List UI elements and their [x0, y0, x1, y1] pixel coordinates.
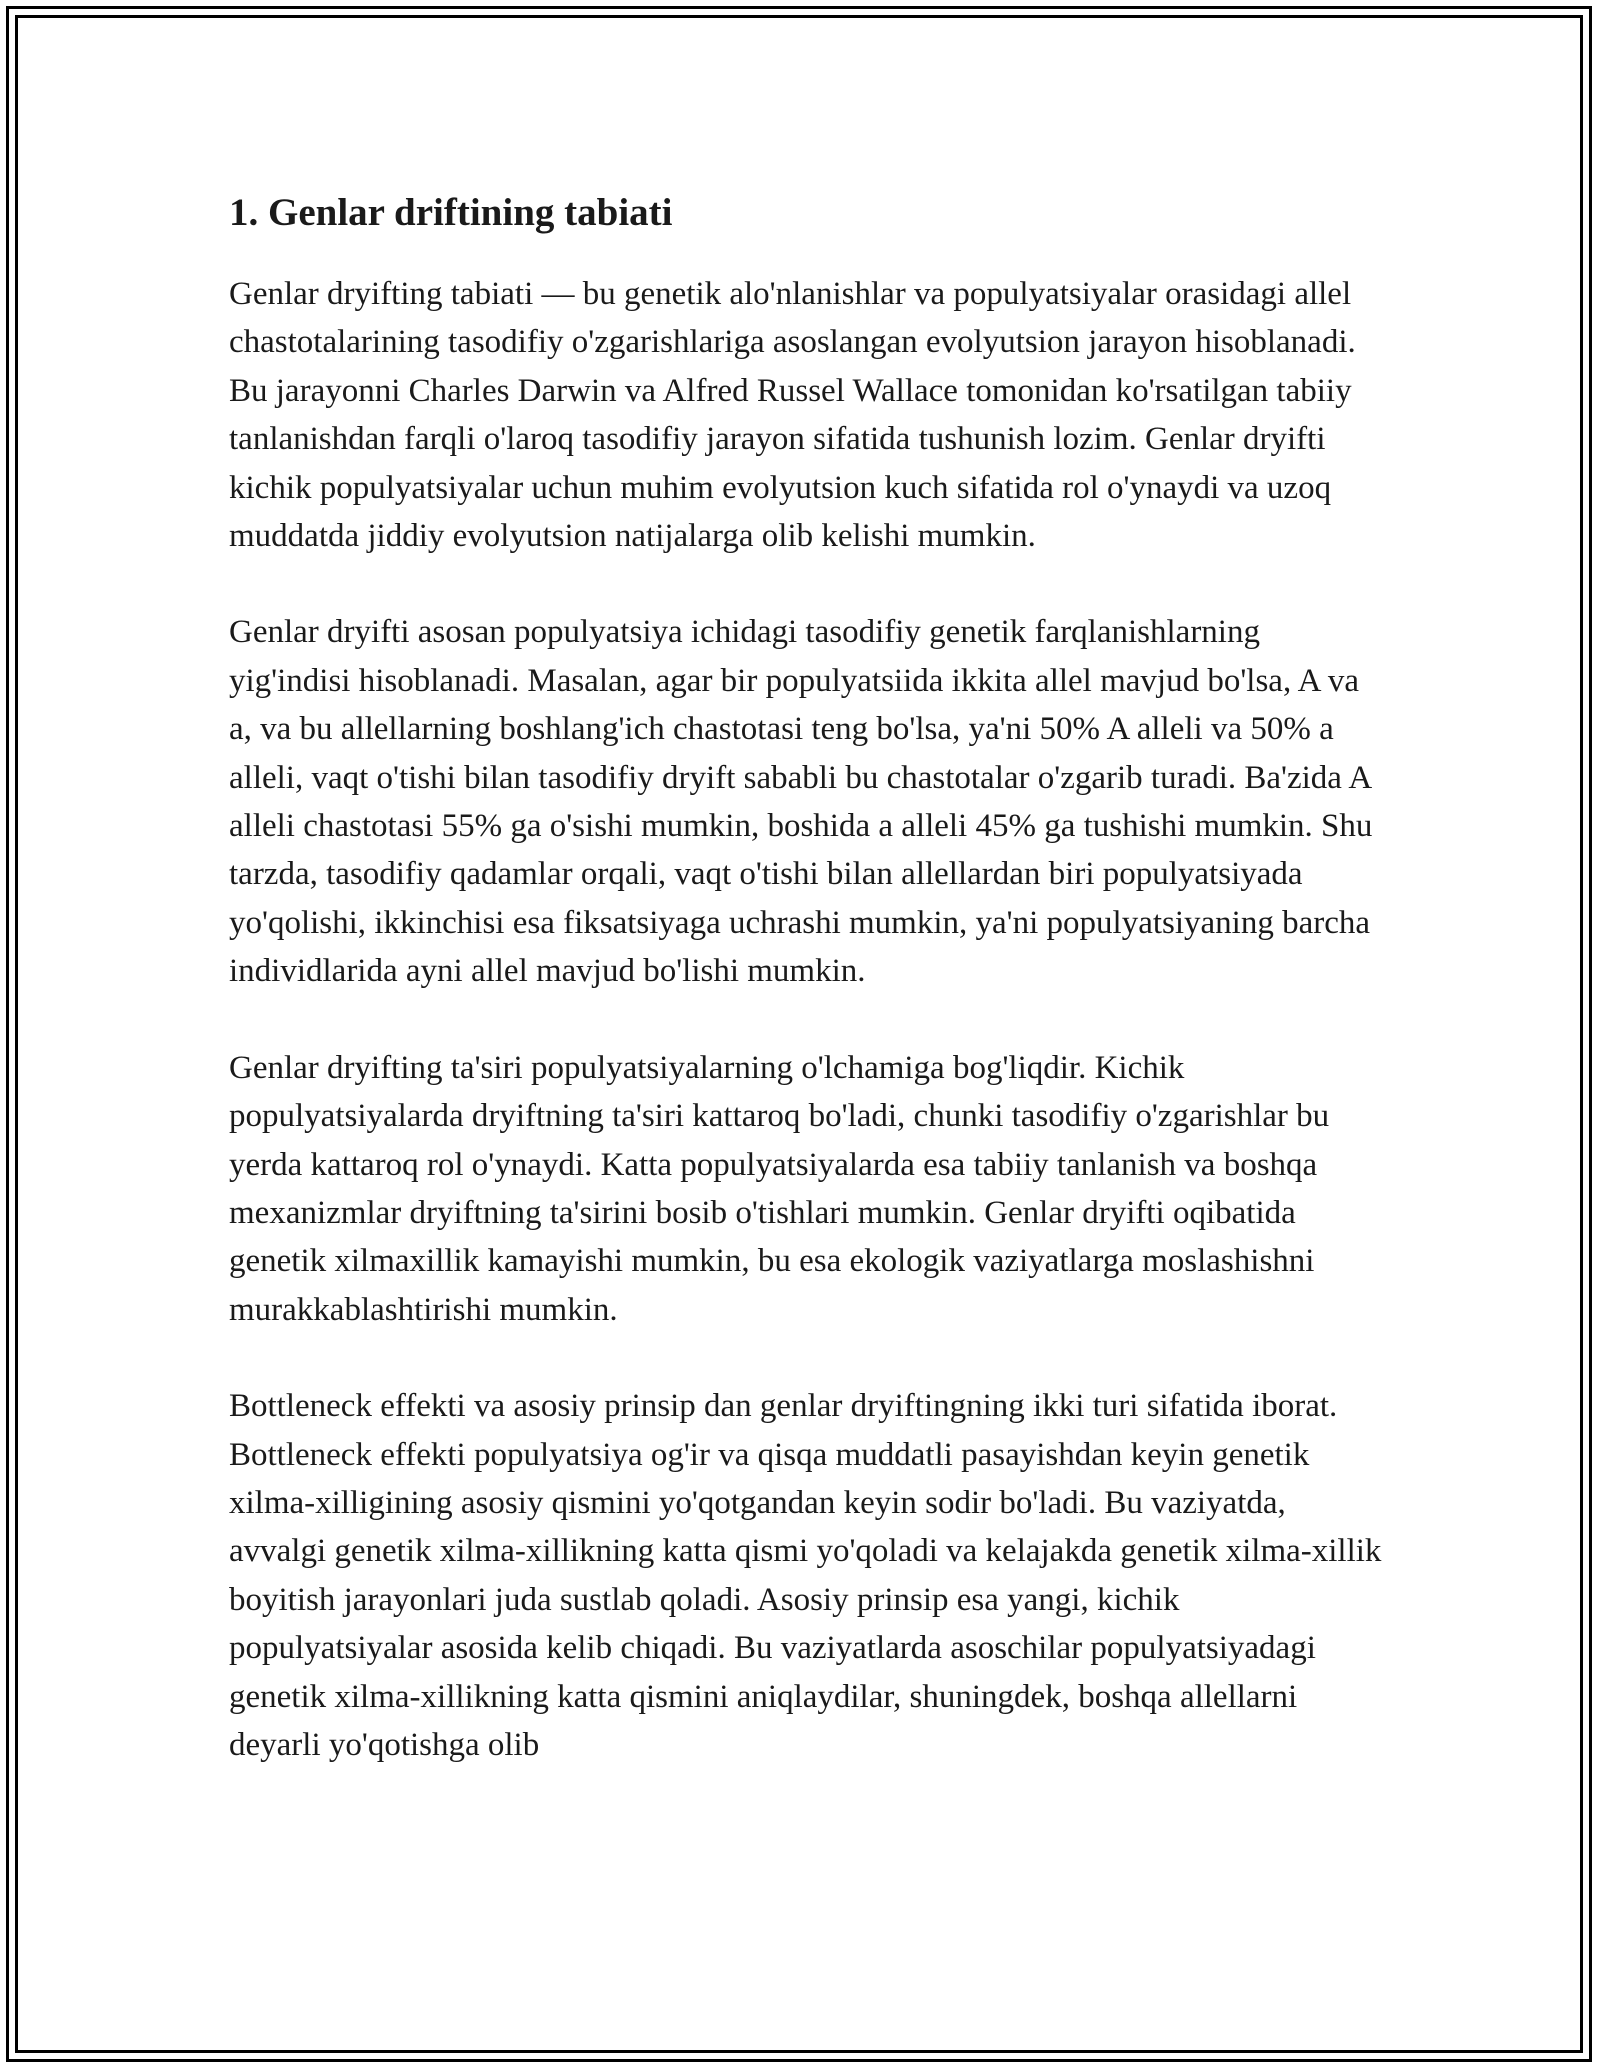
paragraph-2: Genlar dryifti asosan populyatsiya ichidagi tasodifiy genetik farqlanishlarning yig'indisi hisoblanadi. Masalan, agar bir populyatsiida ikkita allel mavjud bo'lsa, A va a, va bu allellarning boshlang'ich chastotasi teng bo'lsa, ya'ni 50% A alleli va 50% a alleli, vaqt o'tishi bilan tasodifiy dryift sababli bu chastotalar o'zgarib turadi. Ba'zida A alleli chastotasi 55% ga o'sishi mumkin, boshida a alleli 45% ga tushishi mumkin. Shu tarzda, tasodifiy qadamlar orqali, vaqt o'tishi bilan allellardan biri populyatsiyada yo'qolishi, ikkinchisi esa fiksatsiyaga uchrashi mumkin, ya'ni populyatsiyaning barcha individlarida ayni allel mavjud bo'lishi mumkin. [229, 614, 1373, 990]
section-heading: 1. Genlar driftining tabiati [229, 191, 673, 234]
paragraph-3: Genlar dryifting ta'siri populyatsiyalarning o'lchamiga bog'liqdir. Kichik populyatsiyalarda dryiftning ta'siri kattaroq bo'ladi, chunki tasodifiy o'zgarishlar bu yerda kattaroq rol o'ynaydi. Katta populyatsiyalarda esa tabiiy tanlanish va boshqa mexanizmlar dryiftning ta'sirini bosib o'tishlari mumkin. Genlar dryifti oqibatida genetik xilmaxillik kamayishi mumkin, bu esa ekologik vaziyatlarga moslashishni murakkablashtirishi mumkin. [229, 1049, 1330, 1328]
paragraph-1: Genlar dryifting tabiati — bu genetik alo'nlanishlar va populyatsiyalar orasidagi allel chastotalarining tasodifiy o'zgarishlariga asoslangan evolyutsion jarayon hisoblanadi. Bu jarayonni Charles Darwin va Alfred Russel Wallace tomonidan ko'rsatilgan tabiiy tanlanishdan farqli o'laroq tasodifiy jarayon sifatida tushunish lozim. Genlar dryifti kichik populyatsiyalar uchun muhim evolyutsion kuch sifatida rol o'ynaydi va uzoq muddatda jiddiy evolyutsion natijalarga olib kelishi mumkin. [229, 276, 1356, 555]
document-body [229, 184, 1389, 1817]
paragraph-4: Bottleneck effekti va asosiy prinsip dan genlar dryiftingning ikki turi sifatida iborat. Bottleneck effekti populyatsiya og'ir va qisqa muddatli pasayishdan keyin genetik xilma-xilligining asosiy qismini yo'qotgandan keyin sodir bo'ladi. Bu vaziyatda, avvalgi genetik xilma-xillikning katta qismi yo'qoladi va kelajakda genetik xilma-xillik boyitish jarayonlari juda sustlab qoladi. Asosiy prinsip esa yangi, kichik populyatsiyalar asosida kelib chiqadi. Bu vaziyatlarda asoschilar populyatsiyadagi genetik xilma-xillikning katta qismini aniqlaydilar, shuningdek, boshqa allellarni deyarli yo'qotishga olib [229, 1388, 1382, 1763]
